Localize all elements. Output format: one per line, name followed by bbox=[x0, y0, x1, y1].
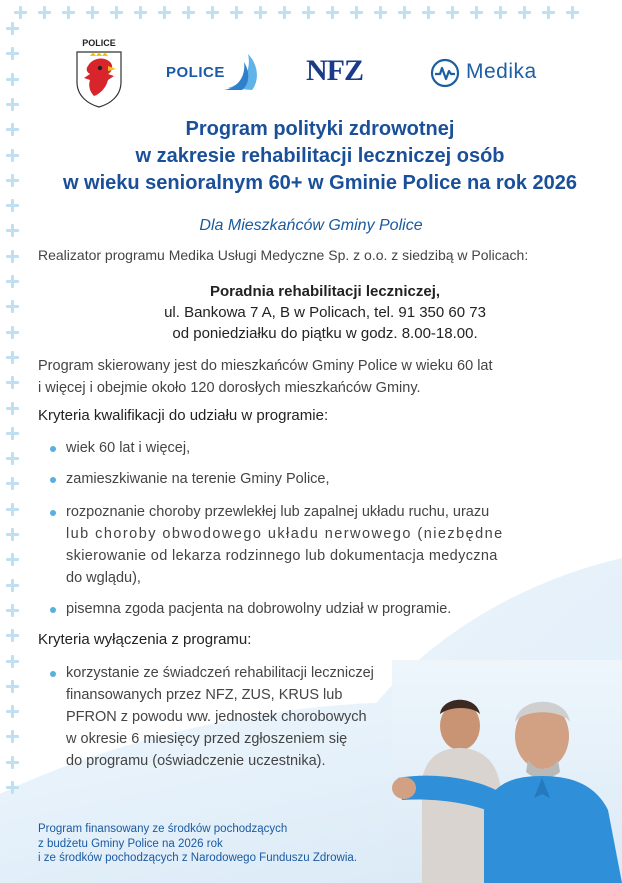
title-line-2: w zakresie rehabilitacji leczniczej osób bbox=[135, 145, 505, 167]
plus-decoration-icon bbox=[470, 6, 483, 19]
plus-decoration-icon bbox=[350, 6, 363, 19]
clinic-address bbox=[40, 281, 610, 344]
list-item-line: finansowanych przez NFZ, ZUS, KRUS lub bbox=[66, 687, 343, 703]
plus-decoration-icon bbox=[6, 351, 19, 364]
plus-decoration-icon bbox=[6, 680, 19, 693]
plus-decoration-icon bbox=[494, 6, 507, 19]
intro-line-2: i więcej i obejmie około 120 dorosłych mieszkańców Gminy. bbox=[38, 380, 421, 396]
clinic-hours: od poniedziałku do piątku w godz. 8.00-18.00. bbox=[172, 325, 478, 342]
plus-decoration-icon bbox=[6, 250, 19, 263]
plus-decoration-icon bbox=[278, 6, 291, 19]
plus-pattern-top bbox=[14, 2, 604, 24]
wave-sail-icon bbox=[222, 52, 262, 92]
police-brand-logo bbox=[166, 52, 262, 92]
subtitle: Dla Mieszkańców Gminy Police bbox=[199, 217, 423, 234]
list-item-line: korzystanie ze świadczeń rehabilitacji leczniczej bbox=[66, 665, 374, 681]
plus-decoration-icon bbox=[38, 6, 51, 19]
plus-decoration-icon bbox=[254, 6, 267, 19]
plus-decoration-icon bbox=[134, 6, 147, 19]
page-title bbox=[20, 116, 620, 197]
police-brand-text: POLICE bbox=[166, 64, 225, 81]
list-item bbox=[50, 662, 450, 772]
plus-decoration-icon bbox=[6, 452, 19, 465]
plus-decoration-icon bbox=[6, 149, 19, 162]
criteria-list-3 bbox=[50, 501, 605, 589]
plus-decoration-icon bbox=[6, 655, 19, 668]
list-item-line: PFRON z powodu ww. jednostek chorobowych bbox=[66, 709, 367, 725]
nfz-logo: NFZ bbox=[306, 54, 363, 87]
griffin-crest-icon bbox=[70, 38, 128, 108]
title-line-1: Program polityki zdrowotnej bbox=[185, 118, 455, 140]
list-item-line: lub choroby obwodowego układu nerwowego (niezbędne bbox=[66, 526, 504, 542]
list-item bbox=[50, 501, 605, 589]
heartbeat-icon bbox=[430, 58, 460, 88]
logo-row bbox=[0, 38, 622, 108]
plus-decoration-icon bbox=[6, 553, 19, 566]
plus-decoration-icon bbox=[6, 22, 19, 35]
clinic-name: Poradnia rehabilitacji leczniczej, bbox=[209, 283, 441, 300]
plus-decoration-icon bbox=[302, 6, 315, 19]
criteria-list-4 bbox=[50, 598, 451, 620]
plus-decoration-icon bbox=[6, 730, 19, 743]
plus-decoration-icon bbox=[6, 326, 19, 339]
plus-decoration-icon bbox=[6, 629, 19, 642]
funding-line-3: i ze środków pochodzących z Narodowego Funduszu Zdrowia. bbox=[38, 852, 357, 864]
plus-decoration-icon bbox=[6, 402, 19, 415]
plus-decoration-icon bbox=[6, 123, 19, 136]
list-item: zamieszkiwanie na terenie Gminy Police, bbox=[50, 468, 330, 490]
plus-decoration-icon bbox=[566, 6, 579, 19]
intro-line-1: Program skierowany jest do mieszkańców Gminy Police w wieku 60 lat bbox=[38, 358, 493, 374]
plus-decoration-icon bbox=[446, 6, 459, 19]
plus-decoration-icon bbox=[542, 6, 555, 19]
plus-decoration-icon bbox=[6, 579, 19, 592]
plus-decoration-icon bbox=[6, 756, 19, 769]
criteria-heading: Kryteria kwalifikacji do udziału w programie: bbox=[38, 407, 329, 424]
list-item: pisemna zgoda pacjenta na dobrowolny udział w programie. bbox=[50, 598, 451, 620]
plus-decoration-icon bbox=[182, 6, 195, 19]
plus-decoration-icon bbox=[6, 477, 19, 490]
list-item-line: do wglądu), bbox=[66, 570, 141, 586]
criteria-list-2 bbox=[50, 468, 330, 490]
title-line-3: w wieku senioralnym 60+ w Gminie Police na rok 2026 bbox=[62, 172, 578, 194]
plus-decoration-icon bbox=[326, 6, 339, 19]
funding-line-1: Program finansowany ze środków pochodzących bbox=[38, 823, 288, 835]
plus-decoration-icon bbox=[518, 6, 531, 19]
plus-decoration-icon bbox=[6, 174, 19, 187]
plus-decoration-icon bbox=[6, 528, 19, 541]
exclusion-list bbox=[50, 662, 450, 772]
clinic-street: ul. Bankowa 7 A, B w Policach, tel. 91 350 60 73 bbox=[164, 304, 486, 321]
plus-decoration-icon bbox=[62, 6, 75, 19]
funding-note bbox=[38, 822, 438, 866]
plus-decoration-icon bbox=[206, 6, 219, 19]
crest-label: POLICE bbox=[82, 38, 116, 48]
plus-decoration-icon bbox=[14, 6, 27, 19]
list-item-line: do programu (oświadczenie uczestnika). bbox=[66, 753, 326, 769]
criteria-list-1 bbox=[50, 437, 190, 459]
plus-decoration-icon bbox=[422, 6, 435, 19]
plus-decoration-icon bbox=[374, 6, 387, 19]
plus-decoration-icon bbox=[6, 705, 19, 718]
list-item-line: skierowanie od lekarza rodzinnego lub dokumentacja medyczna bbox=[66, 548, 498, 564]
plus-decoration-icon bbox=[6, 781, 19, 794]
plus-decoration-icon bbox=[110, 6, 123, 19]
plus-decoration-icon bbox=[398, 6, 411, 19]
police-crest-logo bbox=[70, 38, 128, 108]
list-item-line: w okresie 6 miesięcy przed zgłoszeniem się bbox=[66, 731, 348, 747]
plus-decoration-icon bbox=[230, 6, 243, 19]
exclusion-heading: Kryteria wyłączenia z programu: bbox=[38, 631, 252, 648]
list-item: wiek 60 lat i więcej, bbox=[50, 437, 190, 459]
list-item-line: rozpoznanie choroby przewlekłej lub zapalnej układu ruchu, urazu bbox=[66, 504, 490, 520]
plus-decoration-icon bbox=[158, 6, 171, 19]
plus-decoration-icon bbox=[6, 300, 19, 313]
plus-decoration-icon bbox=[6, 427, 19, 440]
plus-decoration-icon bbox=[6, 275, 19, 288]
plus-decoration-icon bbox=[6, 503, 19, 516]
plus-decoration-icon bbox=[6, 199, 19, 212]
plus-decoration-icon bbox=[86, 6, 99, 19]
medika-logo bbox=[430, 58, 537, 88]
plus-decoration-icon bbox=[6, 376, 19, 389]
plus-decoration-icon bbox=[6, 604, 19, 617]
intro-paragraph bbox=[38, 355, 593, 399]
funding-line-2: z budżetu Gminy Police na 2026 rok bbox=[38, 837, 223, 850]
realizator-text: Realizator programu Medika Usługi Medyczne Sp. z o.o. z siedzibą w Policach: bbox=[38, 247, 529, 263]
medika-text: Medika bbox=[466, 60, 537, 83]
